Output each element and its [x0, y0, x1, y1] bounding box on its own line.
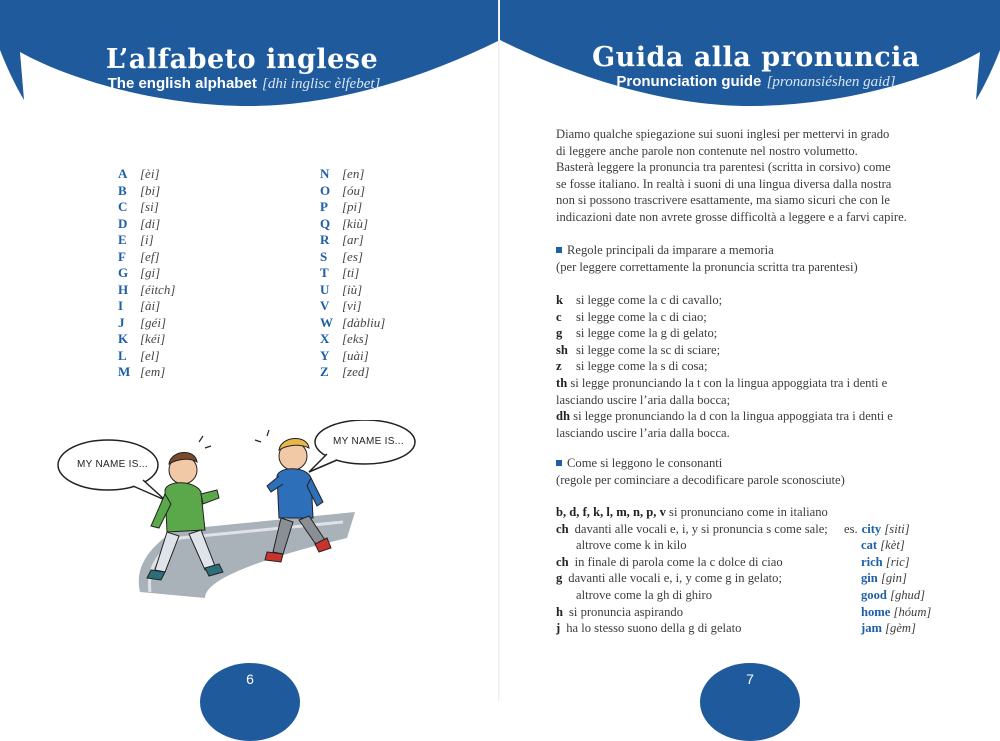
alphabet-pronunciation: [uài]	[342, 347, 369, 363]
example-pron: [ric]	[885, 554, 910, 569]
intro-paragraph	[556, 126, 956, 226]
alphabet-letter: M	[118, 364, 131, 379]
alphabet-row	[118, 298, 175, 315]
example-pron: [hóum]	[893, 604, 932, 619]
rule-row	[556, 292, 956, 309]
alphabet-letter: B	[118, 182, 127, 198]
alphabet-row	[320, 249, 385, 266]
rule-key: g	[556, 326, 563, 341]
rule-key: sh	[556, 342, 568, 357]
rule-text: si legge come la c di ciao;	[576, 309, 707, 324]
alphabet-row	[118, 315, 175, 332]
consonant-row	[556, 570, 956, 587]
alphabet-pronunciation: [ti]	[342, 265, 360, 280]
alphabet-letter: R	[320, 232, 330, 247]
bullet-icon	[556, 460, 562, 466]
example-pron: [ghud]	[890, 587, 926, 602]
section-rules-note: (per leggere correttamente la pronuncia scritta tra parentesi)	[556, 259, 858, 274]
example	[861, 570, 907, 587]
page-number-left: 6	[200, 663, 300, 701]
alphabet-pronunciation: [i]	[140, 232, 154, 247]
bullet-icon	[556, 247, 562, 253]
intro-line: Diamo qualche spiegazione sui suoni inglesi per mettervi in grado	[556, 127, 890, 141]
alphabet-letter: O	[320, 182, 331, 198]
alphabet-letter: I	[118, 298, 124, 313]
consonant-text: altrove come la gh di ghiro	[576, 587, 713, 602]
alphabet-letter: L	[118, 347, 127, 363]
alphabet-row	[320, 364, 385, 381]
intro-line: se fosse italiano. In realtà i suoni di una lingua diversa dalla nostra	[556, 176, 892, 191]
example-word: good	[861, 587, 887, 602]
section-consonants-title: Come si leggono le consonanti	[556, 455, 956, 472]
alphabet-row	[118, 364, 175, 381]
alphabet-row	[320, 315, 385, 332]
section-consonants	[556, 455, 956, 488]
consonants-list: b, d, f, k, l, m, n, p, v si pronunciano come in italiano ch davanti alle vocali e, i, y si pronuncia s come sale; es. city [siti] altrove come k in kilo cat [kèt] ch in finale di parola come la c dolce di ciao rich [ric] g davanti alle vocali e, i, y come g in gelato; gin [gin] altrove come la gh di ghiro good [ghud] h si pronuncia aspirando home [hóum] j ha lo stesso suono della g di gelato jam [gèm]	[556, 504, 956, 637]
right-subtitle	[506, 72, 1000, 91]
alphabet-row	[118, 265, 175, 282]
alphabet-row	[118, 199, 175, 216]
consonant-row	[556, 537, 956, 554]
alphabet-letter: E	[118, 232, 127, 247]
example-pron: [kèt]	[880, 538, 905, 553]
alphabet-row	[118, 166, 175, 183]
consonant-left	[556, 621, 741, 635]
alphabet-row	[320, 348, 385, 365]
alphabet-letter: Q	[320, 215, 331, 231]
children-illustration	[55, 420, 425, 600]
example-word: rich	[861, 554, 883, 569]
alphabet-pronunciation: [el]	[140, 347, 160, 363]
consonant-text: si pronuncia aspirando	[569, 604, 684, 619]
consonant-text: altrove come k in kilo	[576, 538, 687, 553]
rule-text: si legge come la c di cavallo;	[576, 293, 723, 307]
alphabet-row	[118, 216, 175, 233]
right-subtitle-en: Pronunciation guide	[616, 73, 762, 90]
intro-line: indicazioni date non avrete grosse difficoltà a leggere e a farvi capire.	[556, 209, 907, 224]
alphabet-pronunciation: [en]	[342, 166, 365, 181]
rule-key: z	[556, 359, 562, 374]
consonant-row	[556, 620, 956, 637]
alphabet-pronunciation: [si]	[140, 199, 159, 214]
alphabet-letter: Y	[320, 347, 330, 363]
consonant-left	[556, 538, 687, 552]
alphabet-pronunciation: [di]	[140, 215, 161, 231]
alphabet-letter: U	[320, 281, 330, 297]
alphabet-letter: N	[320, 166, 330, 181]
consonant-key: j	[556, 621, 561, 636]
example-pron: [gin]	[880, 571, 907, 586]
example-word: home	[861, 604, 891, 619]
consonant-left	[556, 522, 828, 536]
rule-row	[556, 325, 956, 342]
example	[844, 521, 910, 538]
page-number-right: 7	[700, 663, 800, 701]
consonant-row	[556, 604, 956, 621]
alphabet-column-2	[320, 166, 385, 381]
alphabet-letter: G	[118, 265, 129, 280]
alphabet-row	[118, 232, 175, 249]
alphabet-pronunciation: [eks]	[342, 331, 369, 346]
alphabet-pronunciation: [géi]	[140, 314, 166, 330]
rules-list	[556, 292, 956, 375]
alphabet-row	[320, 183, 385, 200]
left-subtitle-en: The english alphabet	[107, 75, 257, 92]
alphabet-row	[320, 166, 385, 183]
alphabet-letter: H	[118, 281, 129, 297]
consonant-row	[556, 587, 956, 604]
alphabet-pronunciation: [èi]	[140, 166, 160, 181]
intro-line: di leggere anche parole non contenute nel nostro volumetto.	[556, 143, 858, 158]
rule-row	[556, 309, 956, 326]
alphabet-letter: V	[320, 298, 330, 313]
section-rules	[556, 242, 956, 275]
consonant-key: h	[556, 604, 564, 619]
alphabet-pronunciation: [dàbliu]	[342, 314, 386, 330]
left-subtitle-pron: [dhi inglisc èlfebet]	[262, 76, 381, 92]
section-consonants-note: (regole per cominciare a decodificare parole sconosciute)	[556, 472, 845, 487]
right-page	[500, 0, 1000, 701]
alphabet-pronunciation: [ài]	[140, 298, 161, 313]
alphabet-pronunciation: [em]	[140, 364, 166, 379]
alphabet-row	[320, 199, 385, 216]
alphabet-pronunciation: [zed]	[342, 364, 370, 379]
alphabet-row	[320, 282, 385, 299]
alphabet-pronunciation: [iù]	[342, 281, 363, 297]
left-subtitle	[0, 74, 494, 93]
consonant-left	[556, 571, 782, 585]
consonant-left	[556, 588, 712, 602]
example-pron: [gèm]	[885, 621, 916, 636]
alphabet-pronunciation: [gi]	[140, 265, 161, 280]
rule-key: k	[556, 293, 564, 307]
alphabet-column-1	[118, 166, 175, 381]
alphabet-letter: K	[118, 331, 129, 346]
right-subtitle-pron: [pronansiéshen gaid]	[766, 74, 896, 90]
consonant-text: davanti alle vocali e, i, y come g in gelato;	[568, 571, 782, 586]
alphabet-pronunciation: [es]	[342, 248, 363, 264]
alphabet-row	[118, 348, 175, 365]
consonant-text: in finale di parola come la c dolce di ciao	[574, 554, 783, 569]
example	[861, 604, 931, 621]
alphabet-letter: Z	[320, 364, 329, 379]
left-title: L’alfabeto inglese	[105, 44, 379, 75]
consonant-text: ha lo stesso suono della g di gelato	[566, 621, 742, 636]
consonant-key: ch	[556, 521, 569, 536]
alphabet-row	[320, 298, 385, 315]
alphabet-letter: C	[118, 199, 128, 214]
speech-bubble-right: MY NAME IS...	[333, 436, 404, 447]
alphabet-row	[118, 249, 175, 266]
example-es: es.	[844, 521, 858, 536]
rule-text: si legge come la s di cosa;	[576, 359, 708, 374]
consonant-text: davanti alle vocali e, i, y si pronuncia s come sale;	[574, 521, 828, 536]
alphabet-row	[118, 331, 175, 348]
alphabet-row	[320, 265, 385, 282]
example	[861, 554, 910, 571]
section-rules-title: Regole principali da imparare a memoria	[556, 242, 956, 259]
example-word: jam	[861, 621, 882, 636]
right-title: Guida alla pronuncia	[592, 42, 920, 73]
example-word: cat	[861, 538, 878, 553]
alphabet-letter: W	[320, 314, 333, 330]
consonant-row	[556, 521, 956, 538]
intro-line: Basterà leggere la pronuncia tra parentesi (scritta in corsivo) come	[556, 160, 891, 175]
alphabet-pronunciation: [ef]	[140, 248, 160, 264]
consonant-row	[556, 554, 956, 571]
example	[861, 537, 905, 554]
left-page	[0, 0, 500, 701]
example-word: city	[861, 521, 882, 536]
alphabet-row	[118, 183, 175, 200]
consonant-left	[556, 555, 783, 569]
speech-bubble-left: MY NAME IS...	[77, 459, 148, 470]
alphabet-letter: F	[118, 248, 126, 264]
rule-row	[556, 358, 956, 375]
example-word: gin	[861, 571, 878, 586]
alphabet-row	[320, 232, 385, 249]
alphabet-row	[320, 331, 385, 348]
consonant-left	[556, 605, 683, 619]
example	[861, 587, 925, 604]
consonant-key: ch	[556, 554, 569, 569]
alphabet-pronunciation: [éitch]	[140, 281, 176, 297]
alphabet-pronunciation: [kiù]	[342, 215, 368, 231]
alphabet-pronunciation: [pi]	[342, 199, 363, 214]
rule-key: c	[556, 309, 562, 324]
alphabet-row	[118, 282, 175, 299]
alphabet-letter: P	[320, 199, 328, 214]
alphabet-pronunciation: [óu]	[342, 182, 366, 198]
alphabet-letter: S	[320, 248, 328, 264]
alphabet-letter: J	[118, 314, 125, 330]
intro-line: non si possono trascrivere esattamente, ma siamo sicuri che con le	[556, 193, 890, 208]
rules-th-dh: th si legge pronunciando la t con la lingua appoggiata tra i denti e lasciando uscire l’aria dalla bocca; dh si legge pronunciando la d con la lingua appoggiata tra i denti e lasciando uscire l’aria dalla bocca.	[556, 376, 893, 440]
alphabet-letter: X	[320, 331, 330, 346]
alphabet-pronunciation: [bi]	[140, 182, 161, 198]
rule-text: si legge come la sc di sciare;	[576, 342, 721, 357]
alphabet-pronunciation: [ar]	[342, 232, 364, 247]
alphabet-letter: D	[118, 215, 128, 231]
alphabet-row	[320, 216, 385, 233]
consonant-key: g	[556, 571, 563, 586]
alphabet-letter: A	[118, 166, 128, 181]
alphabet-pronunciation: [kéi]	[140, 331, 166, 346]
example-pron: [siti]	[884, 521, 910, 536]
rule-row	[556, 342, 956, 359]
example	[861, 620, 916, 637]
rule-text: si legge come la g di gelato;	[576, 326, 718, 341]
alphabet-letter: T	[320, 265, 329, 280]
alphabet-pronunciation: [vi]	[342, 298, 362, 313]
